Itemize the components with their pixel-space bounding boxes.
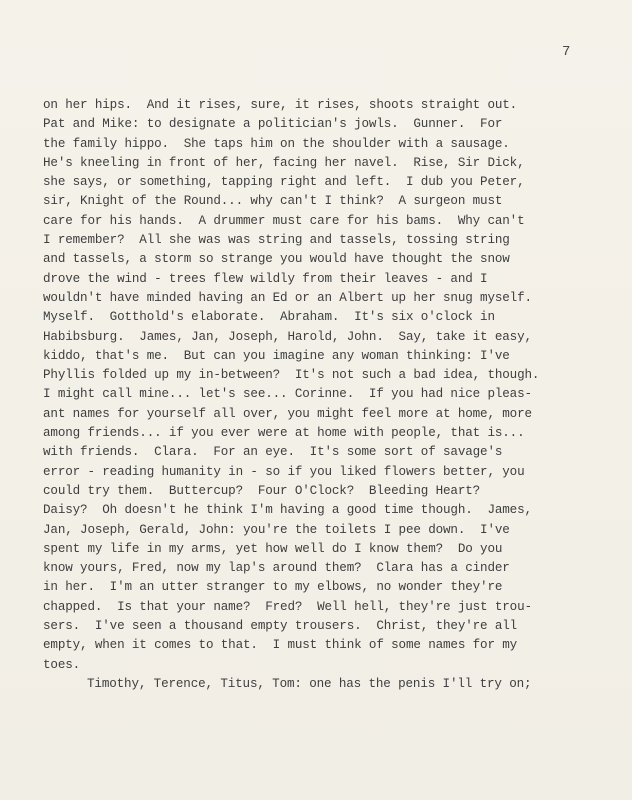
text-line: in her. I'm an utter stranger to my elbows, no wonder they're (43, 580, 503, 595)
body-text (43, 96, 623, 694)
text-line: know yours, Fred, now my lap's around them? Clara has a cinder (43, 561, 510, 576)
text-line: error - reading humanity in - so if you liked flowers better, you (43, 464, 525, 479)
text-line: Jan, Joseph, Gerald, John: you're the toilets I pee down. I've (43, 522, 510, 537)
text-line: Habibsburg. James, Jan, Joseph, Harold, John. Say, take it easy, (43, 329, 532, 344)
text-line: among friends... if you ever were at home with people, that is... (43, 426, 525, 441)
text-line: on her hips. And it rises, sure, it rises, shoots straight out. (43, 98, 518, 112)
text-line: spent my life in my arms, yet how well do I know them? Do you (43, 541, 503, 556)
text-line: toes. (43, 657, 81, 672)
text-line: ant names for yourself all over, you might feel more at home, more (43, 406, 532, 421)
text-line: wouldn't have minded having an Ed or an Albert up her snug myself. (43, 290, 532, 305)
text-line: I remember? All she was was string and tassels, tossing string (43, 233, 510, 248)
text-line: she says, or something, tapping right and left. I dub you Peter, (43, 175, 525, 190)
text-line: sir, Knight of the Round... why can't I think? A surgeon must (43, 194, 503, 209)
text-line: with friends. Clara. For an eye. It's some sort of savage's (43, 445, 503, 460)
text-line: drove the wind - trees flew wildly from their leaves - and I (43, 271, 488, 286)
text-line: Pat and Mike: to designate a politician's jowls. Gunner. For (43, 117, 503, 132)
page-number: 7 (562, 44, 571, 60)
text-line: He's kneeling in front of her, facing her navel. Rise, Sir Dick, (43, 155, 525, 170)
text-line: chapped. Is that your name? Fred? Well hell, they're just trou- (43, 599, 532, 614)
text-line: could try them. Buttercup? Four O'Clock? Bleeding Heart? (43, 483, 481, 498)
text-line: I might call mine... let's see... Corinne. If you had nice pleas- (43, 387, 532, 402)
text-line: Daisy? Oh doesn't he think I'm having a good time though. James, (43, 503, 532, 518)
text-line: Myself. Gotthold's elaborate. Abraham. It's six o'clock in (43, 310, 495, 325)
text-line: care for his hands. A drummer must care for his bams. Why can't (43, 213, 525, 228)
text-line: kiddo, that's me. But can you imagine any woman thinking: I've (43, 348, 510, 363)
text-line: sers. I've seen a thousand empty trousers. Christ, they're all (43, 619, 518, 634)
text-line: the family hippo. She taps him on the shoulder with a sausage. (43, 136, 510, 151)
text-line-indented: Timothy, Terence, Titus, Tom: one has the penis I'll try on; (87, 676, 532, 691)
text-line: empty, when it comes to that. I must think of some names for my (43, 638, 518, 653)
text-line: and tassels, a storm so strange you would have thought the snow (43, 252, 510, 267)
text-line: Phyllis folded up my in-between? It's not such a bad idea, though. (43, 368, 540, 383)
